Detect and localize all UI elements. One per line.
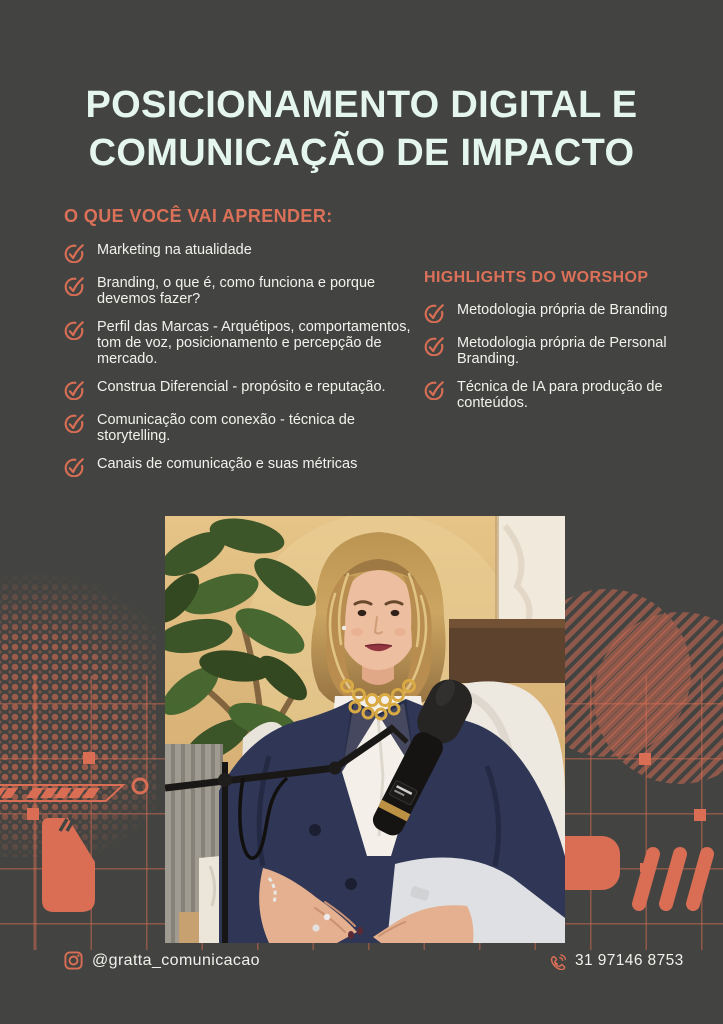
list-item-label: Comunicação com conexão - técnica de storytelling.: [97, 412, 355, 444]
instagram-icon: [64, 951, 83, 970]
list-item-label: Branding, o que é, como funciona e porque devemos fazer?: [97, 275, 376, 307]
corner-shape-decoration: [38, 812, 100, 916]
phone-contact: [549, 952, 684, 970]
check-circle-icon: [64, 276, 85, 296]
grid-square-decoration: [694, 809, 706, 821]
triple-slash-decoration: [632, 846, 723, 912]
page-title: [0, 81, 723, 177]
check-circle-icon: [64, 243, 85, 263]
list-item: [64, 379, 420, 400]
grid-square-decoration: [639, 753, 651, 765]
list-item-label: Metodologia própria de Personal Branding.: [457, 335, 667, 367]
list-item: [64, 242, 420, 263]
list-item-label: Perfil das Marcas - Arquétipos, comportamentos, tom de voz, posicionamento e percepção de mercado.: [97, 319, 411, 367]
phone-icon: [549, 953, 566, 970]
list-item-label: Construa Diferencial - propósito e reputação.: [97, 379, 386, 395]
list-item: [424, 335, 686, 367]
list-item-label: Técnica de IA para produção de conteúdos.: [457, 379, 663, 411]
list-item-label: Metodologia própria de Branding: [457, 302, 668, 318]
list-item-label: Canais de comunicação e suas métricas: [97, 456, 358, 472]
instagram-contact: [64, 951, 260, 970]
list-item: [64, 319, 420, 367]
instagram-handle: @gratta_comunicacao: [92, 951, 260, 969]
list-item: [64, 412, 420, 444]
footer: [0, 948, 723, 978]
check-circle-icon: [64, 457, 85, 477]
check-circle-icon: [424, 336, 445, 356]
list-item: [64, 456, 420, 477]
learn-section: [64, 206, 420, 489]
speaker-photo: [165, 516, 565, 943]
highlights-heading: HIGHLIGHTS DO WORSHOP: [424, 269, 649, 286]
page-title-line1: POSICIONAMENTO DIGITAL E: [85, 84, 638, 127]
page-title-line2: COMUNICAÇÃO DE IMPACTO: [88, 132, 635, 175]
check-circle-icon: [64, 380, 85, 400]
phone-number: 31 97146 8753: [575, 952, 684, 969]
list-item: [424, 302, 686, 323]
check-circle-icon: [424, 303, 445, 323]
speaker-photo-illustration: [165, 516, 565, 943]
list-item-label: Marketing na atualidade: [97, 242, 252, 258]
check-circle-icon: [424, 380, 445, 400]
learn-heading: O QUE VOCÊ VAI APRENDER:: [64, 206, 333, 226]
check-circle-icon: [64, 320, 85, 340]
grid-square-decoration: [83, 752, 95, 764]
list-item: [64, 275, 420, 307]
check-circle-icon: [64, 413, 85, 433]
list-item: [424, 379, 686, 411]
highlights-section: [424, 269, 686, 423]
striped-bar-decoration: [0, 776, 152, 804]
